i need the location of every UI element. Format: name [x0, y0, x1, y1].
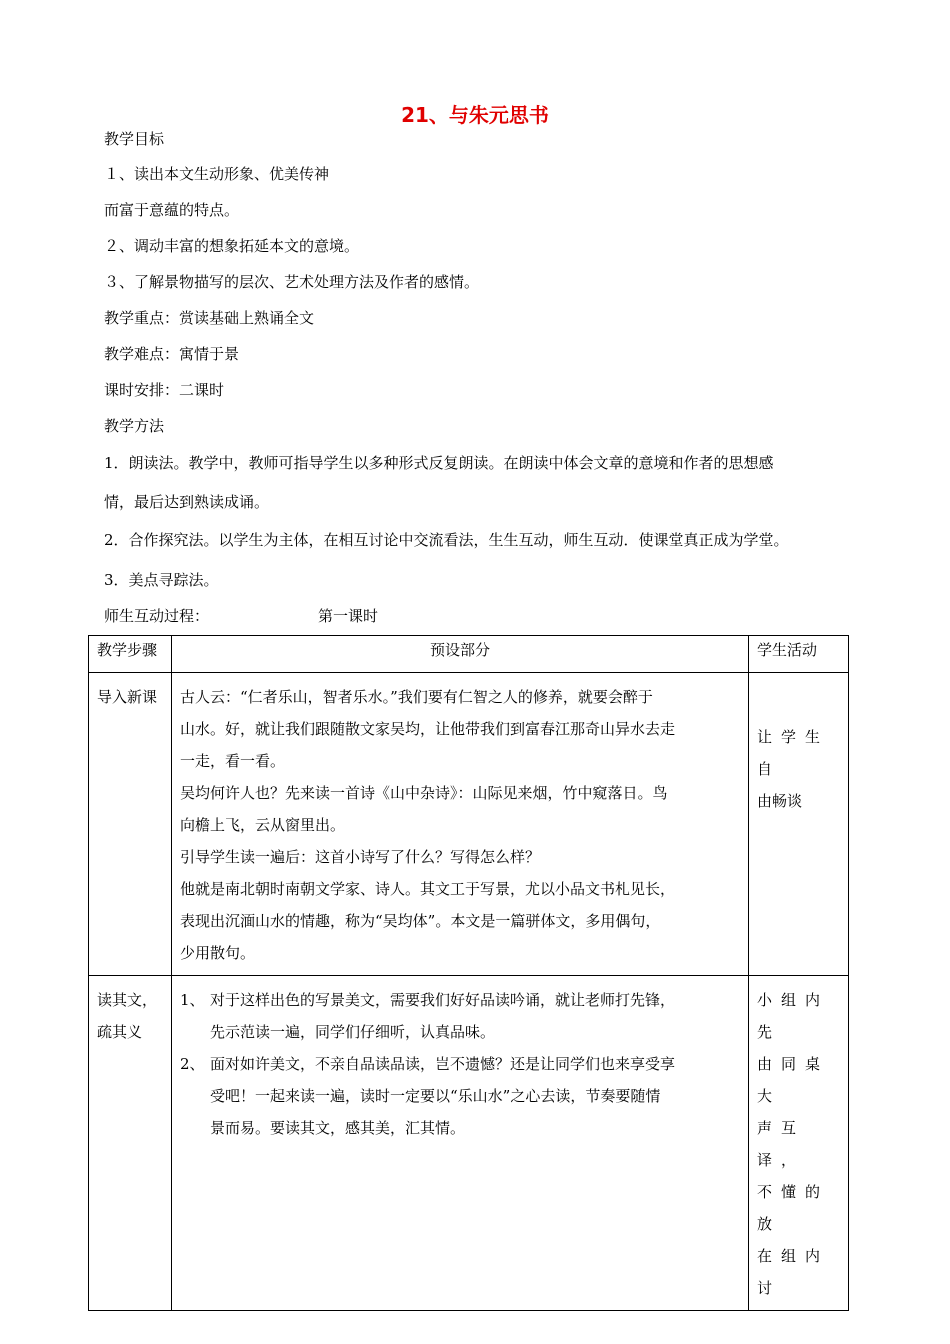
- content-line: 受吧！一起来读一遍，读时一定要以“乐山水”之心去读，节奏要随情: [210, 1087, 661, 1105]
- activity-cell: [749, 976, 849, 1311]
- session-label: 第一课时: [318, 607, 379, 625]
- schedule: 课时安排：二课时: [104, 381, 225, 399]
- content-line: 一走，看一看。: [180, 752, 286, 770]
- list-number: 2、: [180, 1055, 205, 1073]
- activity-line: 在组内讨: [757, 1247, 830, 1297]
- content-line: 景而易。要读其文，感其美，汇其情。: [210, 1119, 466, 1137]
- content-line: 面对如许美文，不亲自品读品读，岂不遗憾？还是让同学们也来享受享: [210, 1055, 676, 1073]
- header-step: 教学步骤: [89, 636, 172, 673]
- method-line: 情，最后达到熟读成诵。: [104, 493, 270, 511]
- step-line: 读其文，: [97, 991, 158, 1009]
- activity-line: 由畅谈: [757, 792, 803, 810]
- method-line: 1．朗读法。教学中，教师可指导学生以多种形式反复朗读。在朗读中体会文章的意境和作者的思想感: [104, 454, 774, 472]
- table-row: [89, 976, 849, 1311]
- content-line: 先示范读一遍，同学们仔细听，认真品味。: [210, 1023, 496, 1041]
- content-line: 他就是南北朝时南朝文学家、诗人。其文工于写景，尤以小品文书札见长，: [180, 880, 676, 898]
- goal-line: ２、调动丰富的想象拓延本文的意境。: [104, 237, 360, 255]
- process-label: 师生互动过程：: [104, 607, 210, 625]
- content-line: 向檐上飞，云从窗里出。: [180, 816, 346, 834]
- methods-heading: 教学方法: [104, 417, 165, 435]
- step-cell: 导入新课: [89, 673, 172, 976]
- header-content: 预设部分: [172, 636, 749, 673]
- table-header-row: [89, 636, 849, 673]
- content-line: 少用散句。: [180, 944, 256, 962]
- method-line: 3．美点寻踪法。: [104, 571, 219, 589]
- key-point: 教学重点：赏读基础上熟诵全文: [104, 309, 315, 327]
- goal-line: 而富于意蕴的特点。: [104, 201, 240, 219]
- activity-line: 声互译，: [757, 1119, 806, 1169]
- activity-line: 不懂的放: [757, 1183, 830, 1233]
- method-line: 2．合作探究法。以学生为主体，在相互讨论中交流看法，生生互动，师生互动．使课堂真正成为学堂。: [104, 531, 789, 549]
- list-item: [180, 984, 740, 1048]
- table-row: [89, 673, 849, 976]
- content-line: 古人云：“仁者乐山，智者乐水。”我们要有仁智之人的修养，就要会醉于: [180, 688, 653, 706]
- step-cell: [89, 976, 172, 1311]
- activity-cell: [749, 673, 849, 976]
- list-item: [180, 1048, 740, 1144]
- goal-line: ３、了解景物描写的层次、艺术处理方法及作者的感情。: [104, 273, 480, 291]
- content-line: 引导学生读一遍后：这首小诗写了什么？写得怎么样？: [180, 848, 541, 866]
- activity-line: 小组内先: [757, 991, 830, 1041]
- header-activity: 学生活动: [749, 636, 849, 673]
- goals-heading: 教学目标: [104, 130, 165, 148]
- step-line: 疏其义: [97, 1023, 143, 1041]
- content-cell: [172, 673, 749, 976]
- content-line: 山水。好，就让我们跟随散文家吴均，让他带我们到富春江那奇山异水去走: [180, 720, 676, 738]
- content-line: 对于这样出色的写景美文，需要我们好好品读吟诵，就让老师打先锋，: [210, 991, 676, 1009]
- goal-line: １、读出本文生动形象、优美传神: [104, 165, 330, 183]
- content-line: 吴均何许人也？先来读一首诗《山中杂诗》：山际见来烟，竹中窥落日。鸟: [180, 784, 668, 802]
- activity-line: 让学生自: [757, 728, 830, 778]
- difficulty: 教学难点：寓情于景: [104, 345, 240, 363]
- list-number: 1、: [180, 991, 205, 1009]
- activity-line: 由同桌大: [757, 1055, 830, 1105]
- content-cell: [172, 976, 749, 1311]
- page-title: 21、与朱元思书: [401, 103, 549, 127]
- lesson-table: [88, 635, 849, 1311]
- content-line: 表现出沉湎山水的情趣，称为“吴均体”。本文是一篇骈体文，多用偶句，: [180, 912, 661, 930]
